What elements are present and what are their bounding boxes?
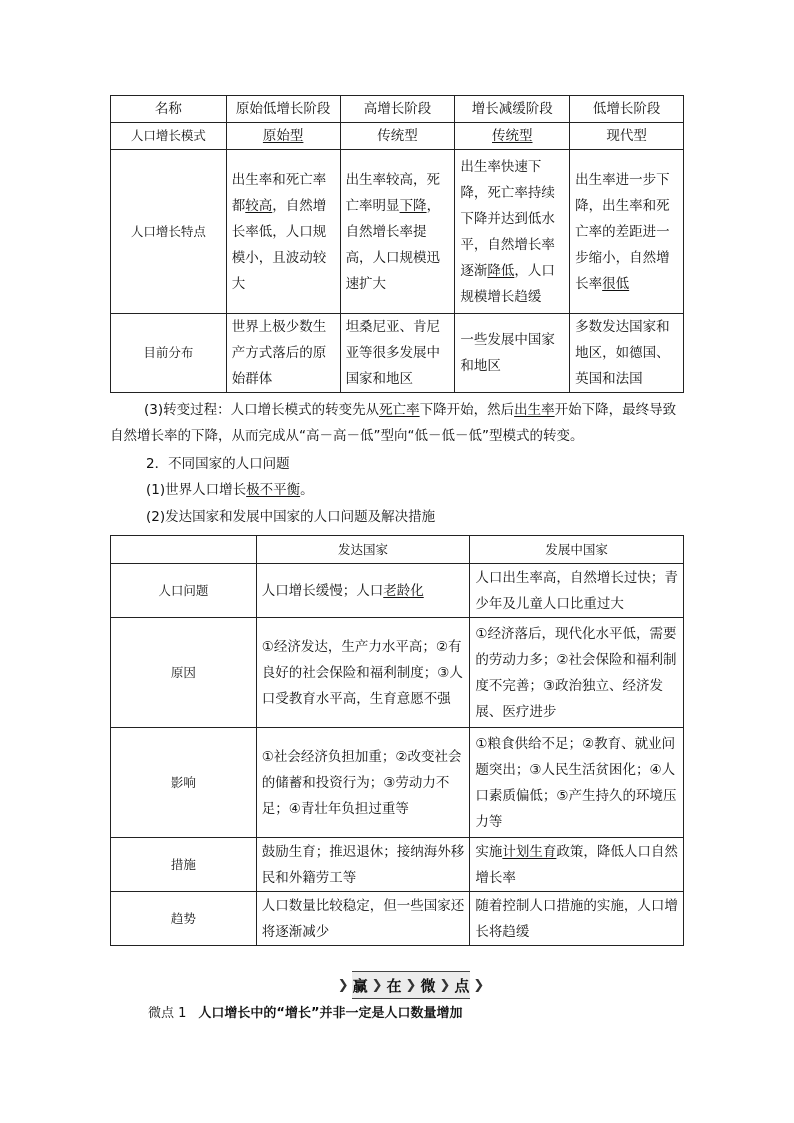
developed-cell: 人口增长缓慢；人口老龄化 xyxy=(256,564,470,618)
transition-paragraph: (3)转变过程：人口增长模式的转变先从死亡率下降开始，然后出生率开始下降，最终导致自然增长率的下降，从而完成从“高－高－低”型向“低－低－低”型模式的转变。 xyxy=(110,402,677,444)
header-cell: 发展中国家 xyxy=(470,536,684,564)
banner-char: 点 xyxy=(454,976,470,995)
developing-cell: 随着控制人口措施的实施，人口增长将趋缓 xyxy=(470,892,684,946)
developed-cell: 鼓励生育；推迟退休；接纳海外移民和外籍劳工等 xyxy=(256,838,470,892)
table-row xyxy=(111,838,684,892)
feature-cell: 出生率较高，死亡率明显下降，自然增长率提高，人口规模迅速扩大 xyxy=(340,150,455,314)
table-row xyxy=(111,728,684,838)
distribution-cell: 坦桑尼亚、肯尼亚等很多发展中国家和地区 xyxy=(340,314,455,393)
distribution-cell: 一些发展中国家和地区 xyxy=(455,314,570,393)
banner-char: 微 xyxy=(420,976,436,995)
header-cell xyxy=(111,536,257,564)
row-label: 目前分布 xyxy=(111,314,227,393)
item-1: (1)世界人口增长极不平衡。 xyxy=(146,482,314,498)
mode-cell xyxy=(455,123,570,150)
developing-cell: 人口出生率高，自然增长过快；青少年及儿童人口比重过大 xyxy=(470,564,684,618)
table-header-row xyxy=(111,536,684,564)
mode-cell xyxy=(226,123,340,150)
mode-value: 传统型 xyxy=(377,128,418,144)
country-comparison-table xyxy=(110,535,684,946)
mode-value: 原始型 xyxy=(262,128,304,144)
mode-row xyxy=(111,123,684,150)
header-cell: 发达国家 xyxy=(256,536,470,564)
header-cell: 高增长阶段 xyxy=(340,96,455,123)
micro-point-label: 微点 1 xyxy=(148,1006,187,1021)
mode-value: 传统型 xyxy=(492,128,533,144)
row-label: 措施 xyxy=(111,838,257,892)
mode-cell xyxy=(340,123,455,150)
developed-cell: ①社会经济负担加重；②改变社会的储蓄和投资行为；③劳动力不足；④青壮年负担过重等 xyxy=(256,728,470,838)
developed-cell: ①经济发达，生产力水平高；②有良好的社会保险和福利制度；③人口受教育水平高，生育意愿不强 xyxy=(256,618,470,728)
banner-char: 赢 xyxy=(352,976,368,995)
developing-cell: ①经济落后，现代化水平低，需要的劳动力多；②社会保险和福利制度不完善；③政治独立、经济发展、医疗进步 xyxy=(470,618,684,728)
table-row xyxy=(111,892,684,946)
developing-cell: ①粮食供给不足；②教育、就业问题突出；③人民生活贫困化；④人口素质偏低；⑤产生持久的环境压力等 xyxy=(470,728,684,838)
row-label: 人口问题 xyxy=(111,564,257,618)
features-row xyxy=(111,150,684,314)
feature-cell: 出生率和死亡率都较高，自然增长率低，人口规模小，且波动较大 xyxy=(226,150,340,314)
table-row xyxy=(111,564,684,618)
header-cell: 增长减缓阶段 xyxy=(455,96,570,123)
section-heading: 2．不同国家的人口问题 xyxy=(146,456,290,472)
row-label: 原因 xyxy=(111,618,257,728)
feature-cell: 出生率快速下降，死亡率持续下降并达到低水平，自然增长率逐渐降低，人口规模增长趋缓 xyxy=(455,150,570,314)
header-cell: 原始低增长阶段 xyxy=(226,96,340,123)
mode-cell xyxy=(570,123,684,150)
table-header-row xyxy=(111,96,684,123)
micro-point-text: 人口增长中的“增长”并非一定是人口数量增加 xyxy=(198,1006,463,1021)
feature-cell: 出生率进一步下降，出生率和死亡率的差距进一步缩小，自然增长率很低 xyxy=(570,150,684,314)
distribution-cell: 世界上极少数生产方式落后的原始群体 xyxy=(226,314,340,393)
distribution-row xyxy=(111,314,684,393)
banner-char: 在 xyxy=(386,976,402,995)
developing-cell: 实施计划生育政策，降低人口自然增长率 xyxy=(470,838,684,892)
header-cell: 名称 xyxy=(111,96,227,123)
population-growth-table xyxy=(110,95,684,393)
distribution-cell: 多数发达国家和地区，如德国、英国和法国 xyxy=(570,314,684,393)
row-label: 趋势 xyxy=(111,892,257,946)
mode-value: 现代型 xyxy=(606,128,647,144)
row-label: 人口增长模式 xyxy=(111,123,227,150)
table-row xyxy=(111,618,684,728)
header-cell: 低增长阶段 xyxy=(570,96,684,123)
micro-point xyxy=(148,1004,463,1024)
row-label: 人口增长特点 xyxy=(111,150,227,314)
item-2: (2)发达国家和发展中国家的人口问题及解决措施 xyxy=(146,509,436,525)
row-label: 影响 xyxy=(111,728,257,838)
developed-cell: 人口数量比较稳定，但一些国家还将逐渐减少 xyxy=(256,892,470,946)
section-banner: ❯ 赢 ❯ 在 ❯ 微 ❯ 点 ❯ xyxy=(352,971,470,999)
